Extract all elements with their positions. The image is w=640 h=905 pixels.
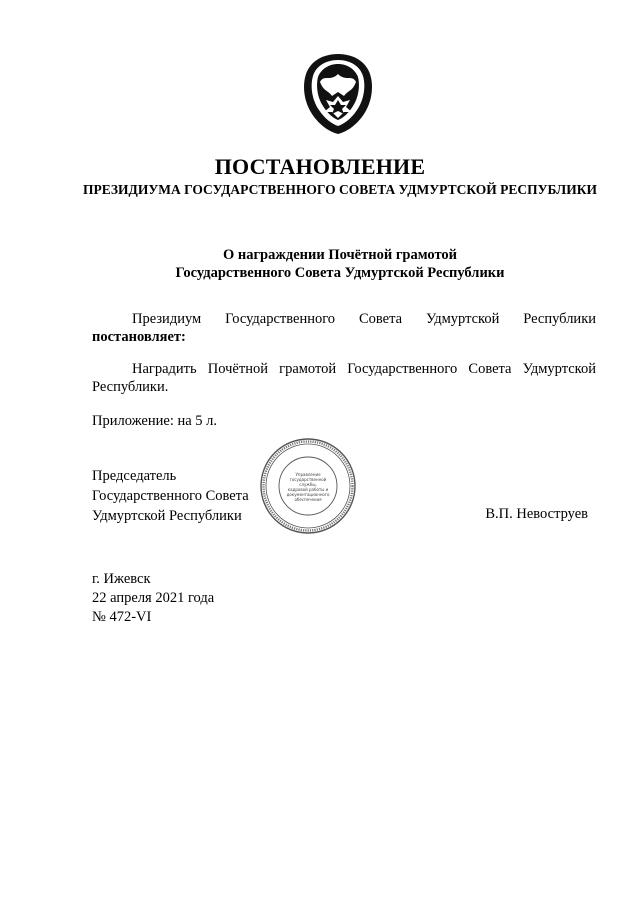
award-line-1: Наградить Почётной грамотой Государственного Совета Удмуртской [132, 361, 596, 377]
document-heading [0, 246, 640, 282]
attachment-note: Приложение: на 5 л. [92, 413, 218, 429]
signer-title-line-3: Удмуртской Республики [92, 508, 242, 524]
svg-text:документационного: документационного [286, 492, 330, 497]
document-footer [92, 570, 214, 627]
award-paragraph [92, 360, 596, 396]
svg-text:обеспечения: обеспечения [294, 497, 322, 502]
award-line-2: Республики. [92, 379, 169, 395]
heading-line-1: О награждении Почётной грамотой [222, 247, 458, 263]
document-number: № 472-VI [92, 609, 152, 625]
signer-title [92, 466, 249, 526]
udmurtia-coat-of-arms-icon [296, 52, 380, 136]
signer-title-line-2: Государственного Совета [92, 488, 249, 504]
city: г. Ижевск [92, 571, 151, 587]
heading-line-2: Государственного Совета Удмуртской Республики [175, 265, 505, 281]
svg-text:службы,: службы, [299, 482, 317, 487]
svg-text:Управление: Управление [295, 472, 321, 477]
resolution-paragraph [92, 310, 596, 346]
signer-name: В.П. Невоструев [485, 506, 588, 522]
document-subtitle: ПРЕЗИДИУМА ГОСУДАРСТВЕННОГО СОВЕТА УДМУРТСКОЙ РЕСПУБЛИКИ [82, 182, 597, 197]
document-title: ПОСТАНОВЛЕНИЕ [214, 154, 426, 179]
resolution-verb: постановляет: [92, 329, 186, 345]
signer-title-line-1: Председатель [92, 468, 177, 484]
svg-text:кадровой работы и: кадровой работы и [287, 487, 329, 492]
date: 22 апреля 2021 года [92, 590, 215, 606]
official-seal-icon [258, 436, 358, 536]
svg-text:государственной: государственной [289, 477, 327, 482]
resolution-text: Президиум Государственного Совета Удмуртской Республики [132, 311, 596, 327]
